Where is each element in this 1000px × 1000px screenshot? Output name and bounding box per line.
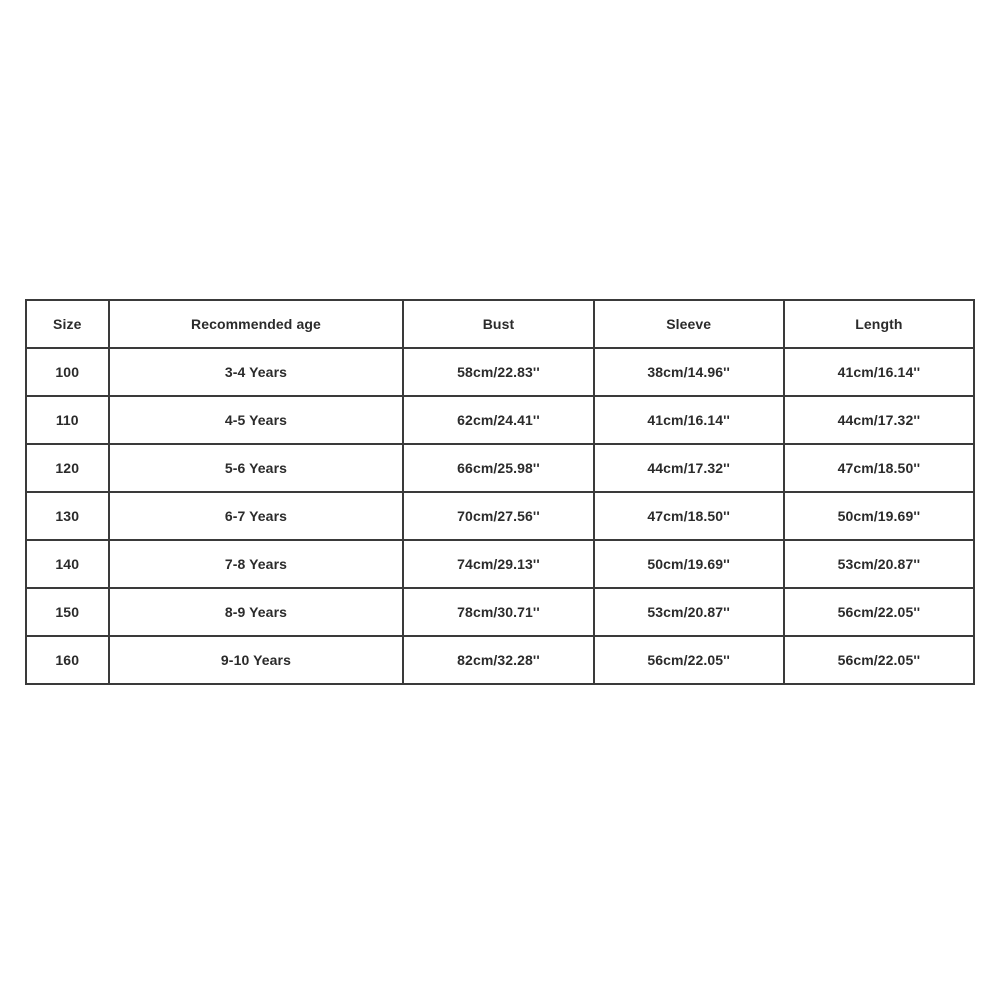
cell-size: 120 — [26, 444, 109, 492]
cell-size: 160 — [26, 636, 109, 684]
cell-size: 130 — [26, 492, 109, 540]
header-recommended-age: Recommended age — [109, 300, 404, 348]
cell-recommended-age: 7-8 Years — [109, 540, 404, 588]
cell-length: 44cm/17.32'' — [784, 396, 974, 444]
table-row — [26, 588, 974, 636]
cell-length: 41cm/16.14'' — [784, 348, 974, 396]
cell-recommended-age: 3-4 Years — [109, 348, 404, 396]
cell-recommended-age: 5-6 Years — [109, 444, 404, 492]
cell-bust: 78cm/30.71'' — [403, 588, 593, 636]
table-header-row — [26, 300, 974, 348]
table-row — [26, 540, 974, 588]
cell-sleeve: 47cm/18.50'' — [594, 492, 784, 540]
size-chart-table — [25, 299, 975, 685]
cell-sleeve: 56cm/22.05'' — [594, 636, 784, 684]
cell-recommended-age: 8-9 Years — [109, 588, 404, 636]
header-size: Size — [26, 300, 109, 348]
cell-recommended-age: 9-10 Years — [109, 636, 404, 684]
cell-length: 47cm/18.50'' — [784, 444, 974, 492]
table-row — [26, 396, 974, 444]
cell-size: 100 — [26, 348, 109, 396]
cell-sleeve: 53cm/20.87'' — [594, 588, 784, 636]
table-row — [26, 636, 974, 684]
cell-bust: 66cm/25.98'' — [403, 444, 593, 492]
cell-sleeve: 44cm/17.32'' — [594, 444, 784, 492]
cell-sleeve: 38cm/14.96'' — [594, 348, 784, 396]
cell-sleeve: 50cm/19.69'' — [594, 540, 784, 588]
table-row — [26, 444, 974, 492]
cell-length: 50cm/19.69'' — [784, 492, 974, 540]
cell-sleeve: 41cm/16.14'' — [594, 396, 784, 444]
cell-length: 53cm/20.87'' — [784, 540, 974, 588]
cell-recommended-age: 6-7 Years — [109, 492, 404, 540]
cell-bust: 82cm/32.28'' — [403, 636, 593, 684]
cell-bust: 58cm/22.83'' — [403, 348, 593, 396]
header-length: Length — [784, 300, 974, 348]
cell-size: 150 — [26, 588, 109, 636]
cell-recommended-age: 4-5 Years — [109, 396, 404, 444]
header-sleeve: Sleeve — [594, 300, 784, 348]
cell-length: 56cm/22.05'' — [784, 588, 974, 636]
cell-size: 140 — [26, 540, 109, 588]
cell-size: 110 — [26, 396, 109, 444]
cell-bust: 62cm/24.41'' — [403, 396, 593, 444]
cell-bust: 70cm/27.56'' — [403, 492, 593, 540]
cell-bust: 74cm/29.13'' — [403, 540, 593, 588]
table-row — [26, 492, 974, 540]
table-row — [26, 348, 974, 396]
cell-length: 56cm/22.05'' — [784, 636, 974, 684]
header-bust: Bust — [403, 300, 593, 348]
